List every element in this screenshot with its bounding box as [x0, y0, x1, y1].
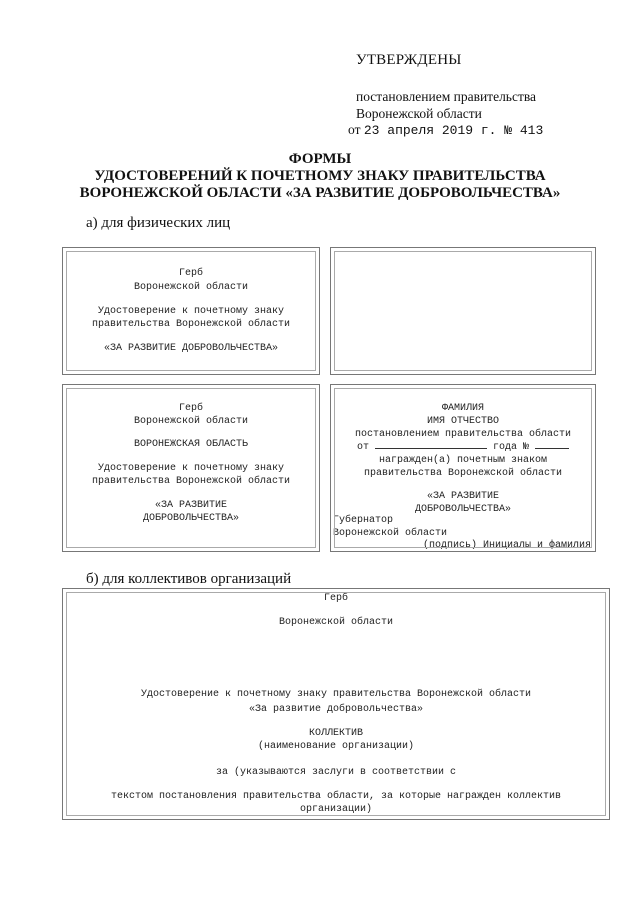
decree-date-number: 23 апреля 2019 г. № 413 — [363, 123, 544, 138]
card3-line-5: правительства Воронежской области — [91, 476, 291, 487]
decree-date-line — [348, 122, 543, 138]
card5-line-7: за (указываются заслуги в соответствии с — [215, 767, 457, 778]
certificate-organization — [62, 588, 610, 820]
card5-line-5: КОЛЛЕКТИВ — [308, 728, 363, 739]
card5-line-1: Герб — [323, 593, 348, 604]
card3-line-2: Воронежской области — [133, 416, 249, 427]
certificate-inside-right — [330, 384, 596, 552]
card3-line-7: ДОБРОВОЛЬЧЕСТВА» — [142, 513, 239, 524]
card4-line-7: «ЗА РАЗВИТИЕ — [426, 491, 499, 502]
document-subtitle-1: УДОСТОВЕРЕНИЙ К ПОЧЕТНОМУ ЗНАКУ ПРАВИТЕЛЬСТВА — [94, 168, 546, 184]
card4-from-label: от — [356, 442, 369, 453]
card5-line-2: Воронежской области — [278, 617, 394, 628]
section-b-label: б) для коллективов организаций — [86, 571, 292, 587]
card1-line-4: правительства Воронежской области — [91, 319, 291, 330]
card3-line-6: «ЗА РАЗВИТИЕ — [154, 500, 227, 511]
decree-line-2: Воронежской области — [356, 106, 482, 121]
card4-line-1: ФАМИЛИЯ — [441, 403, 484, 414]
card4-line-2: ИМЯ ОТЧЕСТВО — [426, 416, 499, 427]
card1-line-3: Удостоверение к почетному знаку — [97, 306, 285, 317]
document-subtitle-2: ВОРОНЕЖСКОЙ ОБЛАСТИ «ЗА РАЗВИТИЕ ДОБРОВОЛЬЧЕСТВА» — [79, 185, 561, 201]
approval-heading: УТВЕРЖДЕНЫ — [356, 52, 462, 68]
card4-year-label: года № — [493, 442, 530, 453]
document-title: ФОРМЫ — [288, 151, 352, 167]
card3-line-3: ВОРОНЕЖСКАЯ ОБЛАСТЬ — [133, 439, 249, 450]
card5-line-9: организации) — [299, 804, 372, 815]
card3-line-4: Удостоверение к почетному знаку — [97, 463, 285, 474]
card5-line-8: текстом постановления правительства области, за которые награжден коллектив — [110, 791, 562, 802]
decree-date-prefix: от — [348, 122, 361, 137]
card1-line-2: Воронежской области — [133, 282, 249, 293]
certificate-cover-back — [330, 247, 596, 375]
card4-signature: (подпись) Инициалы и фамилия — [422, 540, 591, 551]
certificate-inside-left — [62, 384, 320, 552]
card3-line-1: Герб — [178, 403, 203, 414]
decree-line-1: постановлением правительства — [356, 89, 537, 104]
section-a-label: а) для физических лиц — [86, 215, 231, 231]
card1-line-5: «ЗА РАЗВИТИЕ ДОБРОВОЛЬЧЕСТВА» — [103, 343, 279, 354]
card4-line-4 — [331, 442, 595, 453]
card4-line-5: награжден(а) почетным знаком — [378, 455, 548, 466]
card4-line-6: правительства Воронежской области — [363, 468, 563, 479]
card5-line-6: (наименование организации) — [257, 741, 415, 752]
card4-line-3: постановлением правительства области — [354, 429, 572, 440]
certificate-cover-front — [62, 247, 320, 375]
card4-governor: Губернатор — [333, 515, 394, 526]
card5-line-3: Удостоверение к почетному знаку правительства Воронежской области — [140, 689, 532, 700]
number-blank — [535, 448, 569, 449]
card4-line-8: ДОБРОВОЛЬЧЕСТВА» — [414, 504, 511, 515]
card5-line-4: «За развитие добровольчества» — [248, 704, 424, 715]
card4-region: Воронежской области — [333, 528, 448, 539]
date-blank — [375, 448, 487, 449]
card1-line-1: Герб — [178, 268, 203, 279]
